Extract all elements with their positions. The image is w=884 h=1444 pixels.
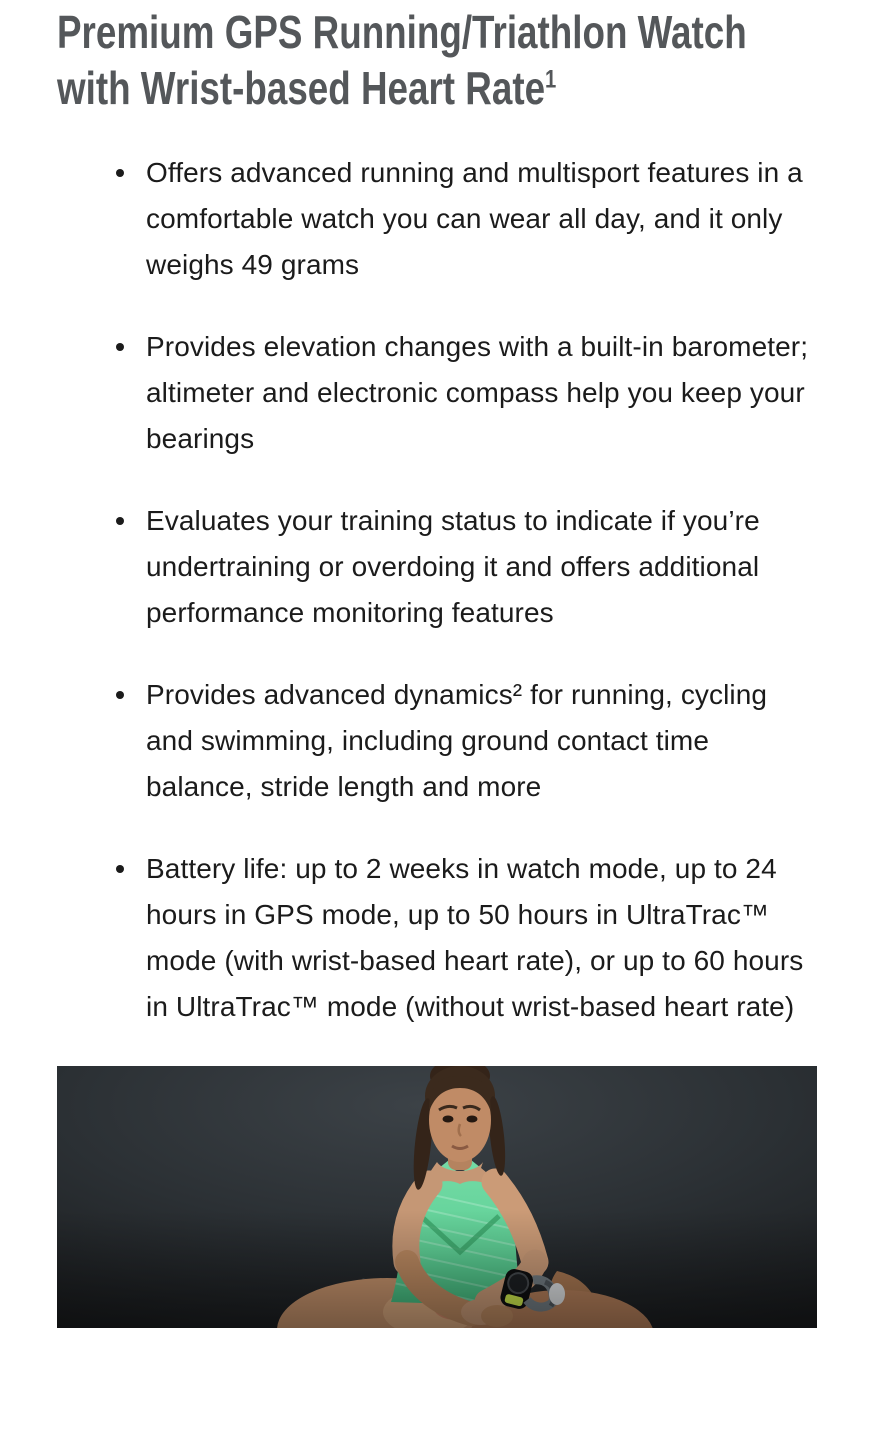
feature-item-dynamics: Provides advanced dynamics² for running, cycling and swimming, including ground contact time balance, stride length and more bbox=[146, 672, 820, 810]
athlete-photo-illustration bbox=[57, 1066, 817, 1328]
product-photo bbox=[57, 1066, 817, 1328]
feature-item-battery: Battery life: up to 2 weeks in watch mode, up to 24 hours in GPS mode, up to 50 hours in UltraTrac™ mode (with wrist-based heart rate), or up to 60 hours in UltraTrac™ mode (without wrist-based heart rate) bbox=[146, 846, 820, 1030]
title-line-1: Premium GPS Running/Triathlon Watch bbox=[57, 6, 747, 58]
feature-item-weight: Offers advanced running and multisport features in a comfortable watch you can wear all day, and it only weighs 49 grams bbox=[146, 150, 820, 288]
title-superscript-footnote: 1 bbox=[545, 65, 557, 94]
page-title bbox=[57, 4, 827, 116]
product-description-section bbox=[0, 4, 884, 1328]
page-title-text bbox=[57, 4, 825, 116]
feature-item-barometer: Provides elevation changes with a built-in barometer; altimeter and electronic compass help you keep your bearings bbox=[146, 324, 820, 462]
feature-item-training-status: Evaluates your training status to indicate if you’re undertraining or overdoing it and offers additional performance monitoring features bbox=[146, 498, 820, 636]
title-line-2: with Wrist-based Heart Rate bbox=[57, 62, 546, 114]
feature-list bbox=[57, 150, 827, 1030]
